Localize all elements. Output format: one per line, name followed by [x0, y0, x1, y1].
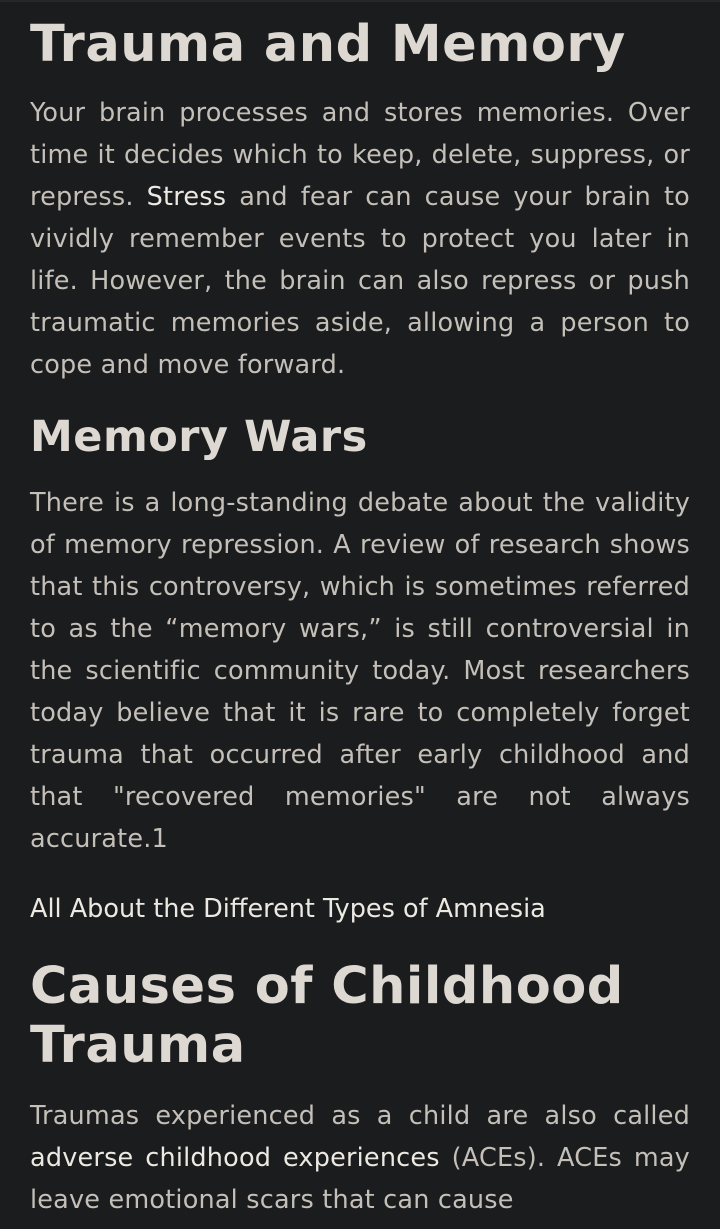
- heading-causes-of-childhood-trauma: Causes of Childhood Trauma: [30, 957, 624, 1075]
- paragraph-text: (ACEs). ACEs may leave emotional scars that can cause: [30, 1143, 690, 1215]
- adverse-childhood-experiences-link[interactable]: adverse childhood experiences: [30, 1143, 440, 1173]
- heading-trauma-and-memory: Trauma and Memory: [30, 15, 626, 74]
- related-article-link[interactable]: All About the Different Types of Amnesia: [30, 894, 546, 924]
- paragraph-text: Your brain processes and stores memories. Over time it decides which to keep, delete, suppress, or repress.: [30, 98, 690, 212]
- paragraph-memory-wars: There is a long-standing debate about the validity of memory repression. A review of research shows that this controversy, which is sometimes referred to as the “memory wars,” is still controversial in the scientific community today. Most researchers today believe that it is rare to completely forget trauma that occurred after early childhood and that "recovered memories" are not always accurate.1: [30, 488, 690, 854]
- paragraph-text: Traumas experienced as a child are also called: [30, 1101, 690, 1131]
- paragraph-text: and fear can cause your brain to vividly remember events to protect you later in life. However, the brain can also repress or push traumatic memories aside, allowing a person to cope and move forward.: [30, 182, 690, 380]
- paragraph-trauma-and-memory: [30, 92, 690, 386]
- paragraph-causes-of-childhood-trauma: [30, 1095, 690, 1221]
- stress-link[interactable]: Stress: [146, 182, 227, 212]
- top-divider: [0, 0, 720, 2]
- heading-memory-wars: Memory Wars: [30, 412, 368, 462]
